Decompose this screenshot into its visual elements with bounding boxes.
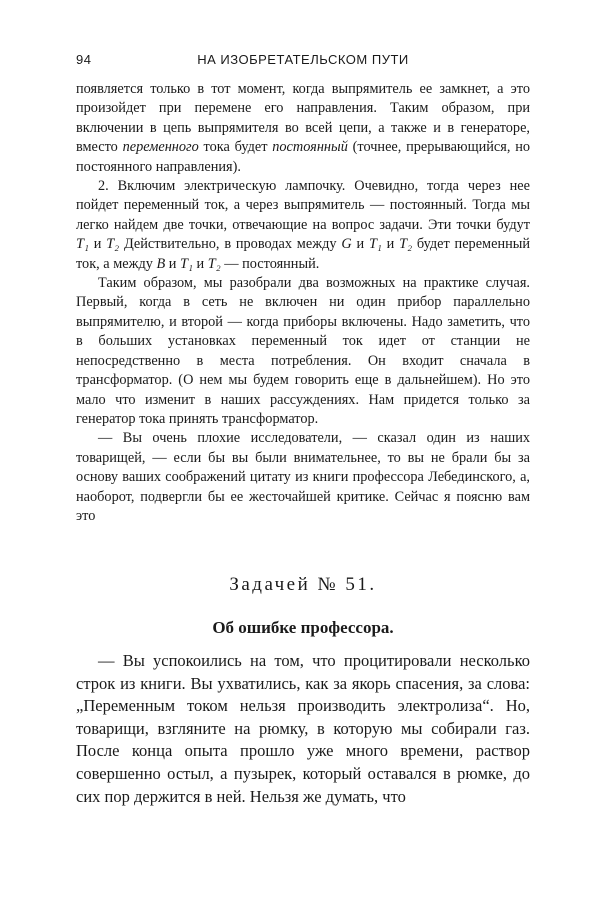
text-run: — постоянный. [220, 255, 320, 272]
text-run: и [165, 255, 181, 272]
math-symbol: B [156, 255, 166, 272]
text-run: и [192, 255, 208, 272]
text-run: 2. Включим электрическую лампочку. Очевидно, тогда через нее пойдет переменный ток, а через выпрямитель — постоянный. Тогда мы легко найдем две точки, отвечающие на вопрос задачи. Эти точки будут [76, 178, 530, 233]
text-run: Действительно, в проводах между [119, 236, 342, 253]
section-body [76, 650, 530, 808]
italic-term: переменного [122, 139, 199, 156]
text-run: и [88, 236, 107, 253]
section-subtitle: Об ошибке профессора. [212, 618, 394, 637]
paragraph-dialogue: — Вы очень плохие исследователи, — сказал один из наших товарищей, — если бы вы были внимательнее, то вы не брали бы за основу ваших соображений цитату из книги профессора Лебединского, а, наоборот, подвергли бы ее жесточайшей критике. Сейчас я поясню вам это [76, 430, 530, 524]
running-head [76, 52, 530, 72]
page-number: 94 [76, 52, 92, 67]
text-run: и [381, 236, 400, 253]
italic-term: постоянный [272, 139, 348, 156]
paragraph-point-2 [76, 177, 530, 274]
paragraph-continuation [76, 80, 530, 177]
running-title: НА ИЗОБРЕТАТЕЛЬСКОМ ПУТИ [197, 52, 409, 67]
text-run: будет переменный ток, а между [76, 236, 530, 272]
math-symbol: T₁ [368, 236, 382, 253]
math-symbol: T₂ [399, 236, 413, 253]
text-run: появляется только в тот момент, когда выпрямитель ее замкнет, а это произойдет при перемене его направления. Таким образом, при включении в цепь выпрямителя во всей цепи, а также и в генераторе, вместо [76, 81, 530, 156]
math-symbol: T₁ [180, 255, 193, 272]
math-symbol: T₁ [76, 236, 89, 253]
text-run: тока будет [198, 139, 273, 156]
math-symbol: G [341, 236, 352, 253]
text-run: (точнее, прерывающийся, но постоянного направления). [76, 139, 530, 175]
math-symbol: T₂ [106, 236, 120, 253]
paragraph-summary: Таким образом, мы разобрали два возможных на практике случая. Первый, когда в сеть не включен ни один прибор параллельно выпрямителю, и второй — когда приборы включены. Надо заметить, что в больших установках переменный ток идет от станции не непосредственно в места потребления. Он входит сначала в трансформатор. (О нем мы будем говорить еще в дальнейшем). Но это мало что изменит в наших рассуждениях. Нам придется только за генератор тока принять трансформатор. [76, 275, 530, 427]
section-paragraph: — Вы успокоились на том, что процитировали несколько строк из книги. Вы ухватились, как за якорь спасения, за слова: „Переменным током нельзя производить электролиза“. Но, товарищи, взгляните на рюмку, в которую мы собирали газ. После конца опыта прошло уже много времени, раствор совершенно остыл, а пузырек, который оставался в рюмке, до сих пор держится в ней. Нельзя же думать, что [76, 651, 530, 806]
math-symbol: T₂ [207, 255, 221, 272]
text-run: и [351, 236, 369, 253]
section-title: Задачей № 51. [229, 574, 377, 595]
body-text [76, 80, 530, 526]
